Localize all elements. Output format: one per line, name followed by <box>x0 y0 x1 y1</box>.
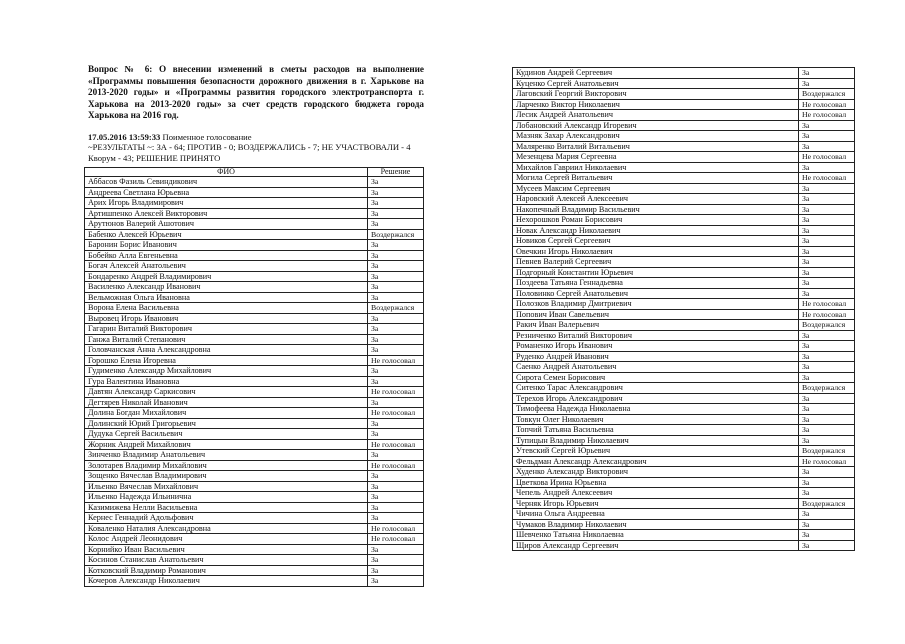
column-header-name: ФИО <box>85 168 368 177</box>
deputy-name: Черняк Игорь Юрьевич <box>513 498 799 509</box>
table-row <box>513 530 855 541</box>
deputy-name: Арутюнов Валерий Ашотович <box>85 219 368 230</box>
vote-result: За <box>799 351 855 362</box>
table-row <box>85 324 424 335</box>
vote-result: За <box>368 397 424 408</box>
vote-result: За <box>368 198 424 209</box>
vote-result: За <box>368 282 424 293</box>
vote-result: За <box>799 404 855 415</box>
deputy-name: Поздеева Татьяна Геннадьевна <box>513 278 799 289</box>
vote-result: За <box>368 502 424 513</box>
deputy-name: Кочеров Александр Николаевич <box>85 576 368 587</box>
deputy-name: Товкун Олег Николаевич <box>513 414 799 425</box>
deputy-name: Арих Игорь Владимирович <box>85 198 368 209</box>
deputy-name: Утевский Сергей Юрьевич <box>513 446 799 457</box>
vote-result: За <box>368 240 424 251</box>
deputy-name: Горошко Елена Игоревна <box>85 355 368 366</box>
vote-table-left-body <box>85 177 424 587</box>
table-row <box>513 68 855 79</box>
deputy-name: Попович Иван Савельевич <box>513 309 799 320</box>
table-row <box>513 383 855 394</box>
table-row <box>513 477 855 488</box>
deputy-name: Василенко Александр Иванович <box>85 282 368 293</box>
vote-result: За <box>368 187 424 198</box>
deputy-name: Ганжа Виталий Степанович <box>85 334 368 345</box>
vote-result: За <box>368 208 424 219</box>
vote-result: За <box>799 120 855 131</box>
deputy-name: Котковский Владимир Романович <box>85 565 368 576</box>
table-row <box>513 162 855 173</box>
deputy-name: Полозков Владимир Дмитриевич <box>513 299 799 310</box>
deputy-name: Шевченко Татьяна Николаевна <box>513 530 799 541</box>
vote-result: Не голосовал <box>799 152 855 163</box>
deputy-name: Чичина Ольга Андреевна <box>513 509 799 520</box>
table-row <box>513 110 855 121</box>
vote-result: За <box>799 477 855 488</box>
vote-result: За <box>799 257 855 268</box>
vote-result: За <box>799 341 855 352</box>
vote-result: Не голосовал <box>368 523 424 534</box>
vote-result: Воздержался <box>368 229 424 240</box>
deputy-name: Зинченко Владимир Анатольевич <box>85 450 368 461</box>
left-column <box>84 64 424 587</box>
vote-result: Не голосовал <box>799 309 855 320</box>
table-row <box>513 278 855 289</box>
vote-result: Не голосовал <box>368 460 424 471</box>
vote-result: Воздержался <box>799 446 855 457</box>
table-row <box>513 299 855 310</box>
vote-result: За <box>368 544 424 555</box>
table-row <box>513 309 855 320</box>
deputy-name: Певнев Валерий Сергеевич <box>513 257 799 268</box>
deputy-name: Ильенко Надежда Ильинична <box>85 492 368 503</box>
table-row <box>513 446 855 457</box>
vote-result: За <box>368 376 424 387</box>
vote-result: За <box>799 530 855 541</box>
deputy-name: Косинов Станислав Анатольевич <box>85 555 368 566</box>
table-row <box>513 540 855 551</box>
vote-result: За <box>368 513 424 524</box>
deputy-name: Лаговский Георгий Викторович <box>513 89 799 100</box>
table-row <box>513 204 855 215</box>
table-row <box>513 435 855 446</box>
deputy-name: Лобановский Александр Игоревич <box>513 120 799 131</box>
vote-result: За <box>799 372 855 383</box>
vote-result: За <box>799 141 855 152</box>
vote-result: За <box>799 131 855 142</box>
table-row <box>513 152 855 163</box>
vote-result: За <box>799 288 855 299</box>
deputy-name: Нехорошков Роман Борисович <box>513 215 799 226</box>
deputy-name: Бондаренко Андрей Владимирович <box>85 271 368 282</box>
table-row <box>513 194 855 205</box>
vote-result: За <box>799 425 855 436</box>
deputy-name: Ларченко Виктор Николаевич <box>513 99 799 110</box>
table-row <box>513 351 855 362</box>
vote-result: За <box>368 261 424 272</box>
table-row <box>85 366 424 377</box>
deputy-name: Тупицын Владимир Николаевич <box>513 435 799 446</box>
deputy-name: Зощенко Вячеслав Владимирович <box>85 471 368 482</box>
deputy-name: Мусеев Максим Сергеевич <box>513 183 799 194</box>
vote-result: За <box>368 324 424 335</box>
deputy-name: Жорник Андрей Михайлович <box>85 439 368 450</box>
vote-result: За <box>799 236 855 247</box>
table-row <box>85 334 424 345</box>
vote-quorum: Кворум - 43; РЕШЕНИЕ ПРИНЯТО <box>88 152 221 163</box>
vote-result: За <box>368 177 424 188</box>
deputy-name: Выровец Игорь Иванович <box>85 313 368 324</box>
deputy-name: Могила Сергей Витальевич <box>513 173 799 184</box>
table-row <box>513 425 855 436</box>
vote-result: За <box>799 414 855 425</box>
table-row <box>85 471 424 482</box>
table-row <box>85 345 424 356</box>
deputy-name: Головчанская Анна Александровна <box>85 345 368 356</box>
table-row <box>85 439 424 450</box>
deputy-name: Тимофеева Надежда Николаевна <box>513 404 799 415</box>
vote-result: За <box>368 565 424 576</box>
table-row <box>85 565 424 576</box>
vote-table-right <box>512 67 855 551</box>
deputy-name: Аббасов Фазиль Севиндикович <box>85 177 368 188</box>
table-row <box>513 288 855 299</box>
table-row <box>85 387 424 398</box>
table-row <box>85 429 424 440</box>
table-row <box>513 131 855 142</box>
table-row <box>85 313 424 324</box>
vote-result: За <box>368 555 424 566</box>
table-row <box>513 509 855 520</box>
table-row <box>513 467 855 478</box>
table-row <box>85 576 424 587</box>
table-row <box>513 215 855 226</box>
vote-result: Не голосовал <box>799 99 855 110</box>
vote-result: Воздержался <box>799 383 855 394</box>
deputy-name: Новак Александр Николаевич <box>513 225 799 236</box>
table-row <box>85 271 424 282</box>
deputy-name: Богач Алексей Анатольевич <box>85 261 368 272</box>
deputy-name: Ракич Иван Валерьевич <box>513 320 799 331</box>
deputy-name: Дудука Сергей Васильевич <box>85 429 368 440</box>
table-row <box>85 397 424 408</box>
vote-result: За <box>368 429 424 440</box>
table-row <box>85 208 424 219</box>
vote-result: За <box>368 345 424 356</box>
table-row <box>85 240 424 251</box>
deputy-name: Казимижева Нелли Васильевна <box>85 502 368 513</box>
deputy-name: Долина Богдан Михайлович <box>85 408 368 419</box>
deputy-name: Кудинов Андрей Сергеевич <box>513 68 799 79</box>
deputy-name: Мазняк Захар Александрович <box>513 131 799 142</box>
table-row <box>513 456 855 467</box>
deputy-name: Долинский Юрий Григорьевич <box>85 418 368 429</box>
vote-timestamp: 17.05.2016 13:59:33 <box>88 131 161 142</box>
deputy-name: Ситенко Тарас Александрович <box>513 383 799 394</box>
vote-result: За <box>368 366 424 377</box>
vote-table-right-body <box>513 68 855 551</box>
deputy-name: Михайлов Гавриил Николаевич <box>513 162 799 173</box>
table-row <box>513 341 855 352</box>
deputy-name: Подгорный Константин Юрьевич <box>513 267 799 278</box>
table-row <box>85 492 424 503</box>
table-row <box>513 183 855 194</box>
vote-result: За <box>368 576 424 587</box>
vote-result: За <box>799 278 855 289</box>
right-column <box>512 67 855 551</box>
vote-result: Не голосовал <box>368 534 424 545</box>
deputy-name: Гура Валентина Ивановна <box>85 376 368 387</box>
vote-result: За <box>368 471 424 482</box>
vote-kind: Поименное голосование <box>162 131 252 142</box>
deputy-name: Куценко Сергей Анатольевич <box>513 78 799 89</box>
table-row <box>85 303 424 314</box>
vote-result: Воздержался <box>799 498 855 509</box>
vote-result: Не голосовал <box>799 299 855 310</box>
deputy-name: Ворона Елена Васильевна <box>85 303 368 314</box>
deputy-name: Щиров Александр Сергеевич <box>513 540 799 551</box>
deputy-name: Овечкин Игорь Николаевич <box>513 246 799 257</box>
deputy-name: Наровский Алексей Алексеевич <box>513 194 799 205</box>
table-row <box>85 187 424 198</box>
vote-result: Не голосовал <box>799 110 855 121</box>
vote-result: Не голосовал <box>368 355 424 366</box>
vote-result: За <box>799 78 855 89</box>
table-row <box>85 355 424 366</box>
table-row <box>513 519 855 530</box>
vote-result: За <box>799 519 855 530</box>
deputy-name: Фельдман Александр Александрович <box>513 456 799 467</box>
table-row <box>513 372 855 383</box>
table-header-row <box>85 168 424 177</box>
deputy-name: Баронин Борис Иванович <box>85 240 368 251</box>
vote-result: Не голосовал <box>799 456 855 467</box>
deputy-name: Романенко Игорь Иванович <box>513 341 799 352</box>
table-row <box>85 513 424 524</box>
vote-result: За <box>799 393 855 404</box>
table-row <box>513 246 855 257</box>
table-row <box>85 376 424 387</box>
vote-result: За <box>799 194 855 205</box>
deputy-name: Сирота Семен Борисович <box>513 372 799 383</box>
table-row <box>85 502 424 513</box>
deputy-name: Топчий Татьяна Васильевна <box>513 425 799 436</box>
table-row <box>513 498 855 509</box>
table-row <box>85 292 424 303</box>
table-row <box>513 393 855 404</box>
vote-result: За <box>799 330 855 341</box>
table-row <box>85 250 424 261</box>
deputy-name: Бобейко Алла Евгеньевна <box>85 250 368 261</box>
vote-table-left <box>84 167 424 587</box>
vote-summary <box>84 132 424 164</box>
table-row <box>513 89 855 100</box>
table-row <box>513 257 855 268</box>
table-row <box>85 450 424 461</box>
table-row <box>85 555 424 566</box>
table-row <box>513 404 855 415</box>
deputy-name: Маляренко Виталий Витальевич <box>513 141 799 152</box>
vote-result: Не голосовал <box>799 173 855 184</box>
deputy-name: Новиков Сергей Сергеевич <box>513 236 799 247</box>
deputy-name: Бабенко Алексей Юрьевич <box>85 229 368 240</box>
vote-result: Не голосовал <box>368 439 424 450</box>
table-row <box>513 267 855 278</box>
question-text: Вопрос № 6: О внесении изменений в сметы расходов на выполнение «Программы повышения безопасности дорожного движения в г. Харькове на 2013-2020 годы» и «Программы развития городского электротранспорта г. Харькова на 2013-2020 годы» за счет средств городского бюджета города Харькова на 2016 год. <box>88 64 424 120</box>
vote-result: За <box>799 435 855 446</box>
deputy-name: Ильенко Вячеслав Михайлович <box>85 481 368 492</box>
vote-result: За <box>799 488 855 499</box>
vote-result: За <box>799 68 855 79</box>
vote-result: Воздержался <box>368 303 424 314</box>
deputy-name: Золотарев Владимир Михайлович <box>85 460 368 471</box>
vote-header-line <box>88 132 424 143</box>
vote-result: За <box>799 467 855 478</box>
vote-result: За <box>368 334 424 345</box>
deputy-name: Худенко Александр Викторович <box>513 467 799 478</box>
deputy-name: Терехов Игорь Александрович <box>513 393 799 404</box>
vote-result: За <box>368 250 424 261</box>
column-header-result: Решение <box>368 168 424 177</box>
table-row <box>513 141 855 152</box>
deputy-name: Колос Андрей Леонидович <box>85 534 368 545</box>
table-row <box>85 544 424 555</box>
deputy-name: Руденко Андрей Иванович <box>513 351 799 362</box>
vote-result: За <box>368 219 424 230</box>
vote-result: Не голосовал <box>368 408 424 419</box>
vote-result: За <box>368 492 424 503</box>
vote-result: За <box>368 292 424 303</box>
deputy-name: Лесик Андрей Анатольевич <box>513 110 799 121</box>
table-row <box>513 99 855 110</box>
table-row <box>85 198 424 209</box>
deputy-name: Гудименко Александр Михайлович <box>85 366 368 377</box>
deputy-name: Половинко Сергей Анатольевич <box>513 288 799 299</box>
deputy-name: Цветкова Ирина Юрьевна <box>513 477 799 488</box>
table-row <box>513 173 855 184</box>
vote-result: Воздержался <box>799 89 855 100</box>
table-row <box>85 481 424 492</box>
vote-result: За <box>799 267 855 278</box>
table-row <box>85 261 424 272</box>
vote-result: За <box>368 271 424 282</box>
table-row <box>513 414 855 425</box>
table-row <box>85 408 424 419</box>
vote-results: ~РЕЗУЛЬТАТЫ ~: ЗА - 64; ПРОТИВ - 0; ВОЗДЕРЖАЛИСЬ - 7; НЕ УЧАСТВОВАЛИ - 4 <box>88 142 411 153</box>
vote-result: За <box>368 313 424 324</box>
table-row <box>513 78 855 89</box>
deputy-name: Дегтярев Николай Иванович <box>85 397 368 408</box>
table-row <box>85 418 424 429</box>
table-row <box>85 177 424 188</box>
table-row <box>513 362 855 373</box>
vote-result: Воздержался <box>799 320 855 331</box>
table-row <box>85 229 424 240</box>
deputy-name: Мезенцева Мария Сергеевна <box>513 152 799 163</box>
vote-result: За <box>799 183 855 194</box>
table-row <box>513 320 855 331</box>
vote-result: За <box>799 362 855 373</box>
vote-result: За <box>799 162 855 173</box>
table-row <box>513 225 855 236</box>
deputy-name: Накопечный Владимир Васильевич <box>513 204 799 215</box>
vote-result: За <box>799 509 855 520</box>
table-row <box>85 282 424 293</box>
deputy-name: Давтян Александр Саркисович <box>85 387 368 398</box>
deputy-name: Резниченко Виталий Викторович <box>513 330 799 341</box>
deputy-name: Вельможная Ольга Ивановна <box>85 292 368 303</box>
table-row <box>513 330 855 341</box>
table-row <box>85 460 424 471</box>
deputy-name: Кернес Геннадий Адольфович <box>85 513 368 524</box>
table-row <box>85 523 424 534</box>
deputy-name: Андреева Светлана Юрьевна <box>85 187 368 198</box>
deputy-name: Чумаков Владимир Николаевич <box>513 519 799 530</box>
vote-result: За <box>799 225 855 236</box>
vote-result: Не голосовал <box>368 387 424 398</box>
deputy-name: Артишпенко Алексей Викторович <box>85 208 368 219</box>
table-row <box>513 488 855 499</box>
vote-result: За <box>368 481 424 492</box>
deputy-name: Чепель Андрей Алексеевич <box>513 488 799 499</box>
deputy-name: Гагарин Виталий Викторович <box>85 324 368 335</box>
vote-result: За <box>368 418 424 429</box>
deputy-name: Корнийко Иван Васильевич <box>85 544 368 555</box>
table-row <box>85 219 424 230</box>
table-row <box>85 534 424 545</box>
vote-result: За <box>799 540 855 551</box>
vote-result: За <box>799 246 855 257</box>
deputy-name: Саенко Андрей Анатольевич <box>513 362 799 373</box>
table-row <box>513 120 855 131</box>
deputy-name: Коваленко Наталия Александровна <box>85 523 368 534</box>
table-row <box>513 236 855 247</box>
vote-result: За <box>799 215 855 226</box>
vote-result: За <box>368 450 424 461</box>
vote-result: За <box>799 204 855 215</box>
